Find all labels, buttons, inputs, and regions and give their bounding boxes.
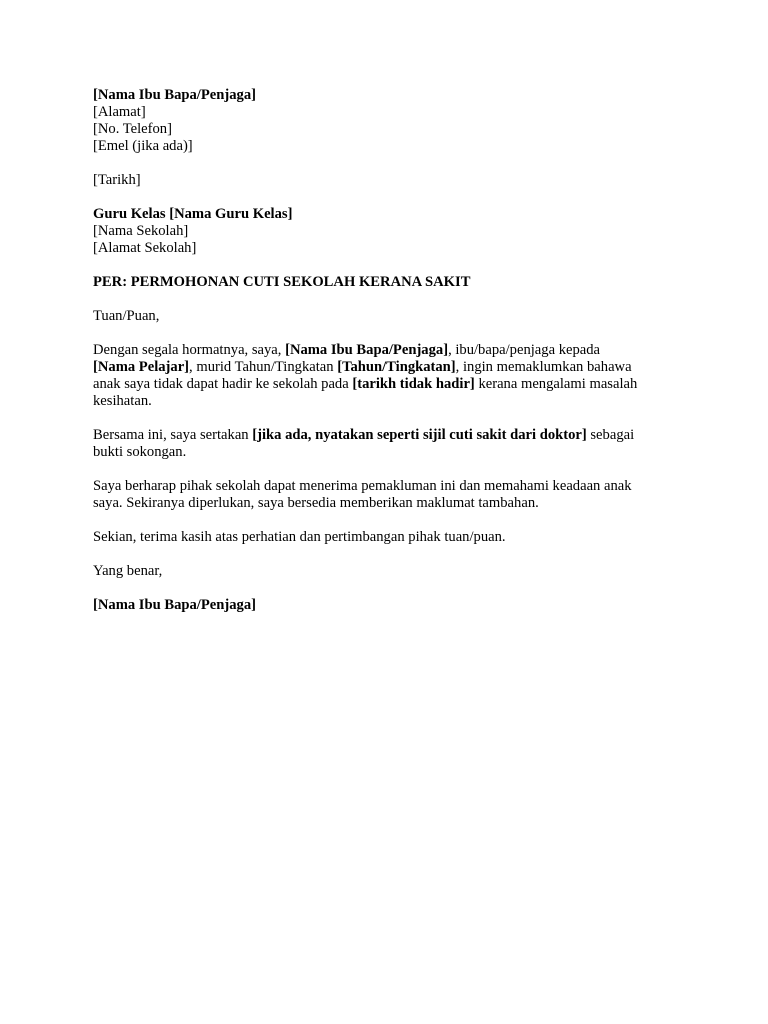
- placeholder-student-name: [Nama Pelajar]: [93, 359, 190, 375]
- signature-name: [Nama Ibu Bapa/Penjaga]: [93, 597, 256, 613]
- recipient-block: [93, 206, 683, 257]
- sender-block: [93, 87, 683, 155]
- paragraph-text: saya. Sekiranya diperlukan, saya bersedia memberikan maklumat tambahan.: [93, 495, 539, 511]
- sender-phone: [No. Telefon]: [93, 121, 172, 137]
- paragraph-text: Bersama ini, saya sertakan: [93, 427, 253, 443]
- spacer: [93, 580, 683, 597]
- school-name: [Nama Sekolah]: [93, 223, 189, 239]
- spacer: [93, 189, 683, 206]
- spacer: [93, 325, 683, 342]
- paragraph-text: , ingin memaklumkan bahawa: [455, 359, 632, 375]
- paragraph-text: anak saya tidak dapat hadir ke sekolah pada: [93, 376, 353, 392]
- placeholder-supporting-document: [jika ada, nyatakan seperti sijil cuti sakit dari doktor]: [252, 427, 587, 443]
- recipient-title: Guru Kelas [Nama Guru Kelas]: [93, 206, 293, 222]
- spacer: [93, 291, 683, 308]
- paragraph-1: [93, 342, 683, 410]
- placeholder-absence-date: [tarikh tidak hadir]: [352, 376, 475, 392]
- paragraph-text: sebagai: [586, 427, 635, 443]
- spacer: [93, 257, 683, 274]
- letter-date: [Tarikh]: [93, 172, 141, 188]
- paragraph-4: Sekian, terima kasih atas perhatian dan pertimbangan pihak tuan/puan.: [93, 529, 506, 545]
- letter-subject: PER: PERMOHONAN CUTI SEKOLAH KERANA SAKIT: [93, 274, 471, 290]
- paragraph-text: kesihatan.: [93, 393, 152, 409]
- paragraph-3: [93, 478, 683, 512]
- sender-email: [Emel (jika ada)]: [93, 138, 193, 154]
- sender-address: [Alamat]: [93, 104, 146, 120]
- placeholder-year-form: [Tahun/Tingkatan]: [337, 359, 456, 375]
- paragraph-text: bukti sokongan.: [93, 444, 187, 460]
- spacer: [93, 546, 683, 563]
- paragraph-text: Saya berharap pihak sekolah dapat menerima pemakluman ini dan memahami keadaan anak: [93, 478, 632, 494]
- paragraph-text: Dengan segala hormatnya, saya,: [93, 342, 286, 358]
- spacer: [93, 461, 683, 478]
- placeholder-parent-name: [Nama Ibu Bapa/Penjaga]: [285, 342, 449, 358]
- paragraph-text: , murid Tahun/Tingkatan: [189, 359, 338, 375]
- paragraph-text: , ibu/bapa/penjaga kepada: [448, 342, 601, 358]
- salutation: Tuan/Puan,: [93, 308, 160, 324]
- closing: Yang benar,: [93, 563, 163, 579]
- sender-name: [Nama Ibu Bapa/Penjaga]: [93, 87, 256, 103]
- spacer: [93, 512, 683, 529]
- spacer: [93, 155, 683, 172]
- paragraph-2: [93, 427, 683, 461]
- spacer: [93, 410, 683, 427]
- paragraph-text: kerana mengalami masalah: [474, 376, 638, 392]
- school-address: [Alamat Sekolah]: [93, 240, 197, 256]
- letter-body: [93, 87, 683, 614]
